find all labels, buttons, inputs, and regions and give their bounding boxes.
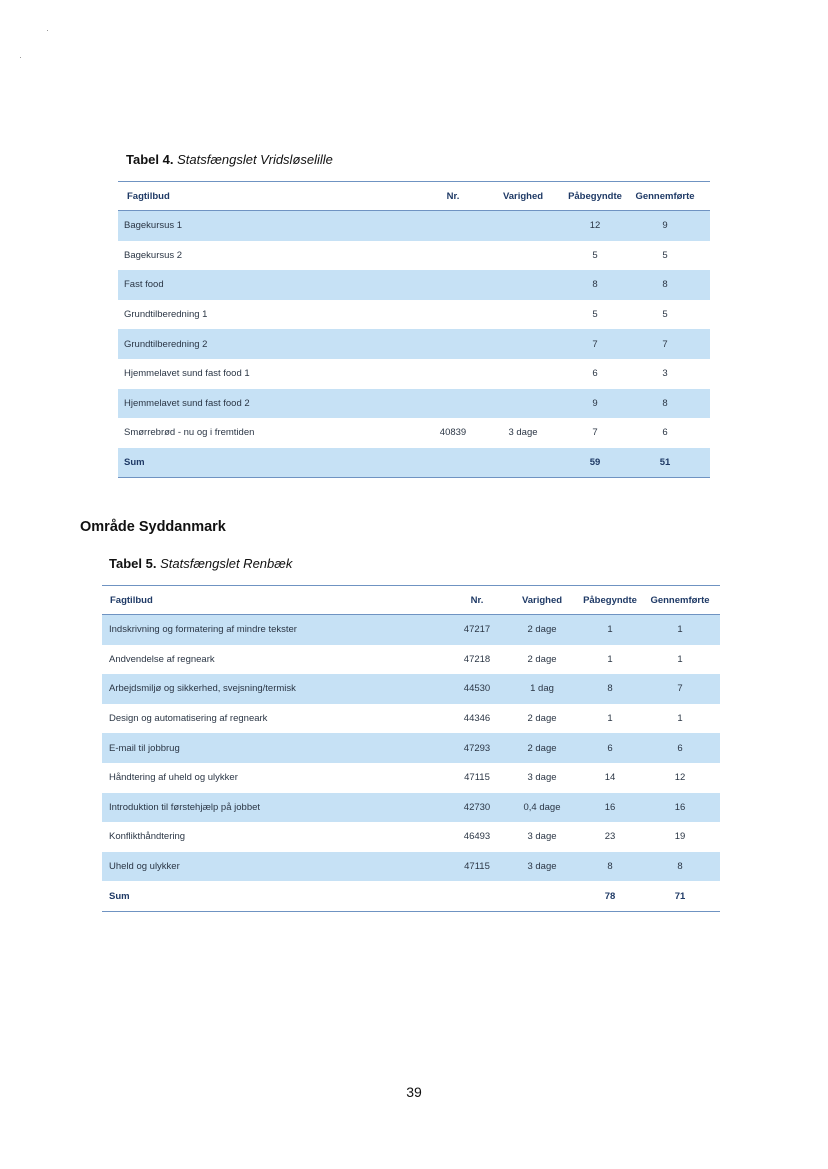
table-row [118, 211, 710, 241]
table-5 [102, 585, 720, 912]
cell-gennemforte: 8 [662, 397, 668, 409]
table-row [118, 270, 710, 300]
cell-nr: 42730 [463, 801, 491, 813]
section-heading: Område Syddanmark [80, 519, 226, 535]
cell-nr [428, 270, 478, 300]
table-5-body [102, 615, 720, 911]
cell-varighed [493, 359, 553, 389]
header-nr: Nr. [470, 594, 484, 606]
cell-fagtilbud: Indskrivning og formatering af mindre tekster [109, 624, 297, 636]
cell-gennemforte: 71 [674, 890, 686, 902]
cell-gennemforte: 7 [677, 683, 683, 695]
cell-gennemforte: 19 [674, 831, 686, 843]
cell-nr [428, 389, 478, 419]
cell-pabegyndte: 78 [604, 890, 616, 902]
table-row [118, 418, 710, 448]
cell-fagtilbud: Arbejdsmiljø og sikkerhed, svejsning/termisk [109, 683, 296, 695]
header-pabegyndte: Påbegyndte [583, 594, 637, 606]
cell-varighed: 2 dage [527, 742, 557, 754]
cell-fagtilbud: Andvendelse af regneark [109, 653, 215, 665]
cell-varighed: 2 dage [527, 624, 557, 636]
header-fagtilbud: Fagtilbud [110, 594, 153, 606]
table-sum-row [118, 448, 710, 478]
cell-nr: 47293 [463, 742, 491, 754]
page-number: 39 [406, 1084, 422, 1100]
cell-nr: 46493 [463, 831, 491, 843]
table-row [102, 674, 720, 704]
cell-fagtilbud: Uheld og ulykker [109, 861, 180, 873]
cell-nr: 47218 [463, 653, 491, 665]
cell-gennemforte: 5 [662, 249, 668, 261]
table-row [102, 733, 720, 763]
table-row [102, 645, 720, 675]
cell-varighed: 0,4 dage [523, 801, 561, 813]
cell-fagtilbud: Grundtilberedning 1 [124, 309, 208, 321]
cell-varighed: 2 dage [527, 713, 557, 725]
cell-pabegyndte: 6 [592, 368, 598, 380]
cell-gennemforte: 16 [674, 801, 686, 813]
cell-pabegyndte: 14 [604, 772, 616, 784]
cell-pabegyndte: 23 [604, 831, 616, 843]
cell-varighed: 3 dage [527, 772, 557, 784]
cell-fagtilbud: Konflikthåndtering [109, 831, 186, 843]
cell-gennemforte: 9 [662, 220, 668, 232]
table-row [118, 389, 710, 419]
header-fagtilbud: Fagtilbud [127, 190, 170, 202]
cell-pabegyndte: 59 [589, 457, 601, 469]
header-varighed: Varighed [502, 190, 544, 202]
cell-pabegyndte: 8 [607, 861, 613, 873]
table-row [118, 300, 710, 330]
cell-nr [428, 448, 478, 478]
table-row [102, 822, 720, 852]
cell-nr: 47115 [464, 772, 490, 784]
table-5-title-name: Statsfængslet Renbæk [160, 556, 293, 571]
cell-pabegyndte: 1 [607, 653, 613, 665]
table-row [102, 763, 720, 793]
cell-pabegyndte: 7 [592, 338, 598, 350]
cell-fagtilbud: Hjemmelavet sund fast food 1 [124, 368, 250, 380]
table-5-bottom-rule [102, 911, 720, 912]
table-5-header [102, 585, 720, 615]
cell-fagtilbud: Hjemmelavet sund fast food 2 [124, 397, 250, 409]
cell-pabegyndte: 8 [592, 279, 598, 291]
cell-pabegyndte: 1 [607, 713, 613, 725]
cell-pabegyndte: 16 [604, 801, 616, 813]
cell-varighed: 1 dag [530, 683, 554, 695]
cell-fagtilbud: Introduktion til førstehjælp på jobbet [109, 801, 261, 813]
cell-gennemforte: 51 [659, 457, 671, 469]
cell-pabegyndte: 5 [592, 249, 598, 261]
table-row [118, 359, 710, 389]
cell-fagtilbud: Håndtering af uheld og ulykker [109, 772, 238, 784]
cell-varighed [493, 448, 553, 478]
cell-varighed [493, 300, 553, 330]
cell-gennemforte: 8 [677, 861, 683, 873]
cell-varighed [493, 389, 553, 419]
cell-gennemforte: 6 [662, 427, 668, 439]
table-row [118, 241, 710, 271]
header-gennemforte: Gennemførte [635, 190, 695, 202]
cell-varighed [493, 329, 553, 359]
cell-gennemforte: 12 [674, 772, 686, 784]
cell-fagtilbud: E-mail til jobbrug [109, 742, 180, 754]
table-row [102, 852, 720, 882]
cell-fagtilbud: Bagekursus 2 [124, 249, 183, 261]
cell-fagtilbud: Sum [109, 890, 130, 902]
cell-pabegyndte: 1 [607, 624, 613, 636]
cell-nr [428, 359, 478, 389]
cell-varighed: 3 dage [527, 831, 557, 843]
table-4-header [118, 181, 710, 211]
table-4-title-name: Statsfængslet Vridsløselille [177, 152, 333, 167]
cell-gennemforte: 5 [662, 309, 668, 321]
cell-pabegyndte: 5 [592, 309, 598, 321]
cell-fagtilbud: Fast food [124, 279, 164, 291]
header-gennemforte: Gennemførte [650, 594, 710, 606]
cell-nr: 47115 [464, 861, 490, 873]
cell-gennemforte: 1 [677, 713, 683, 725]
table-4-body [118, 211, 710, 477]
cell-fagtilbud: Smørrebrød - nu og i fremtiden [124, 427, 255, 439]
header-pabegyndte: Påbegyndte [568, 190, 622, 202]
header-varighed: Varighed [521, 594, 563, 606]
table-4-title-label: Tabel 4. [126, 152, 174, 167]
cell-varighed [493, 241, 553, 271]
table-row [118, 329, 710, 359]
cell-pabegyndte: 9 [592, 397, 598, 409]
table-4-bottom-rule [118, 477, 710, 478]
cell-nr [428, 329, 478, 359]
cell-pabegyndte: 7 [592, 427, 598, 439]
cell-varighed: 3 dage [508, 427, 538, 439]
cell-gennemforte: 6 [677, 742, 683, 754]
cell-gennemforte: 8 [662, 279, 668, 291]
cell-fagtilbud: Design og automatisering af regneark [109, 713, 268, 725]
cell-varighed: 2 dage [527, 653, 557, 665]
cell-fagtilbud: Bagekursus 1 [124, 220, 183, 232]
table-row [102, 615, 720, 645]
cell-nr: 44346 [463, 713, 491, 725]
cell-nr: 44530 [463, 683, 491, 695]
cell-gennemforte: 3 [662, 368, 668, 380]
header-nr: Nr. [446, 190, 460, 202]
table-5-title [109, 556, 292, 571]
table-5-title-label: Tabel 5. [109, 556, 157, 571]
cell-varighed [493, 270, 553, 300]
cell-nr: 47217 [463, 624, 491, 636]
cell-nr [428, 241, 478, 271]
table-row [102, 704, 720, 734]
cell-fagtilbud: Sum [124, 457, 145, 469]
cell-pabegyndte: 12 [589, 220, 601, 232]
table-4-title [126, 152, 333, 167]
cell-pabegyndte: 6 [607, 742, 613, 754]
table-row [102, 793, 720, 823]
cell-gennemforte: 1 [677, 624, 683, 636]
cell-nr [428, 211, 478, 241]
table-4 [118, 181, 710, 478]
cell-varighed [493, 211, 553, 241]
cell-nr [452, 881, 502, 911]
cell-nr [428, 300, 478, 330]
cell-nr: 40839 [439, 427, 467, 439]
cell-varighed: 3 dage [527, 861, 557, 873]
cell-gennemforte: 7 [662, 338, 668, 350]
cell-gennemforte: 1 [677, 653, 683, 665]
cell-fagtilbud: Grundtilberedning 2 [124, 338, 208, 350]
table-sum-row [102, 881, 720, 911]
cell-pabegyndte: 8 [607, 683, 613, 695]
cell-varighed [512, 881, 572, 911]
